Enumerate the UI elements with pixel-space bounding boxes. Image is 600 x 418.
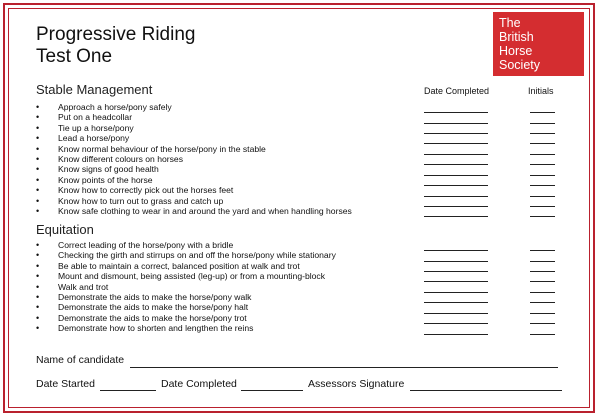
date-completed-line[interactable]: [424, 334, 488, 335]
initials-column-header: Initials: [528, 86, 554, 96]
list-item: • Know points of the horse: [36, 175, 352, 185]
assessor-signature-label: Assessors Signature: [308, 378, 405, 390]
date-completed-line[interactable]: [424, 133, 488, 134]
list-item: • Put on a headcollar: [36, 112, 352, 122]
list-item: • Demonstrate the aids to make the horse/pony walk: [36, 292, 336, 302]
list-item: • Know how to correctly pick out the horses feet: [36, 185, 352, 195]
date-completed-line[interactable]: [424, 250, 488, 251]
list-item: • Know normal behaviour of the horse/pony in the stable: [36, 144, 352, 154]
list-item: • Know safe clothing to wear in and around the yard and when handling horses: [36, 206, 352, 216]
date-completed-line[interactable]: [424, 313, 488, 314]
date-completed-line[interactable]: [424, 196, 488, 197]
date-completed-line[interactable]: [424, 143, 488, 144]
footer-date-completed-line[interactable]: [241, 390, 303, 391]
initials-line[interactable]: [530, 123, 555, 124]
list-item: • Know different colours on horses: [36, 154, 352, 164]
date-completed-line[interactable]: [424, 175, 488, 176]
date-started-label: Date Started: [36, 378, 95, 390]
list-item: • Demonstrate how to shorten and lengthen the reins: [36, 323, 336, 333]
logo-line-2: British: [499, 30, 534, 44]
initials-line[interactable]: [530, 271, 555, 272]
stable-management-heading: Stable Management: [36, 82, 153, 97]
list-item: • Correct leading of the horse/pony with a bridle: [36, 240, 336, 250]
initials-line[interactable]: [530, 196, 555, 197]
equitation-list: [36, 240, 336, 334]
date-completed-line[interactable]: [424, 281, 488, 282]
list-item: • Know signs of good health: [36, 164, 352, 174]
initials-line[interactable]: [530, 185, 555, 186]
date-completed-line[interactable]: [424, 292, 488, 293]
initials-line[interactable]: [530, 112, 555, 113]
page-title: [36, 24, 195, 68]
date-completed-line[interactable]: [424, 302, 488, 303]
equitation-heading: Equitation: [36, 222, 94, 237]
logo-line-4: Society: [499, 58, 540, 72]
date-completed-column-header: Date Completed: [424, 86, 490, 96]
list-item: • Demonstrate the aids to make the horse/pony trot: [36, 313, 336, 323]
initials-line[interactable]: [530, 216, 555, 217]
candidate-name-label: Name of candidate: [36, 354, 125, 366]
initials-line[interactable]: [530, 313, 555, 314]
initials-line[interactable]: [530, 334, 555, 335]
list-item: • Walk and trot: [36, 282, 336, 292]
initials-line[interactable]: [530, 261, 555, 262]
initials-line[interactable]: [530, 250, 555, 251]
title-line-1: Progressive Riding: [36, 24, 196, 45]
footer-date-completed-label: Date Completed: [161, 378, 237, 390]
date-completed-line[interactable]: [424, 123, 488, 124]
initials-line[interactable]: [530, 281, 555, 282]
initials-line[interactable]: [530, 302, 555, 303]
candidate-name-line[interactable]: [130, 367, 558, 368]
list-item: • Demonstrate the aids to make the horse/pony halt: [36, 302, 336, 312]
logo-line-1: The: [499, 16, 521, 30]
date-completed-line[interactable]: [424, 216, 488, 217]
list-item: • Checking the girth and stirrups on and off the horse/pony while stationary: [36, 250, 336, 260]
initials-line[interactable]: [530, 323, 555, 324]
initials-line[interactable]: [530, 154, 555, 155]
list-item: • Know how to turn out to grass and catch up: [36, 196, 352, 206]
date-completed-line[interactable]: [424, 112, 488, 113]
date-completed-line[interactable]: [424, 323, 488, 324]
initials-line[interactable]: [530, 143, 555, 144]
date-completed-line[interactable]: [424, 261, 488, 262]
date-started-line[interactable]: [100, 390, 156, 391]
date-completed-line[interactable]: [424, 154, 488, 155]
list-item: • Mount and dismount, being assisted (leg-up) or from a mounting-block: [36, 271, 336, 281]
list-item: • Be able to maintain a correct, balanced position at walk and trot: [36, 261, 336, 271]
list-item: • Lead a horse/pony: [36, 133, 352, 143]
list-item: • Approach a horse/pony safely: [36, 102, 352, 112]
logo-line-3: Horse: [499, 44, 533, 58]
title-line-2: Test One: [36, 46, 113, 67]
stable-management-list: [36, 102, 352, 216]
initials-line[interactable]: [530, 206, 555, 207]
date-completed-line[interactable]: [424, 164, 488, 165]
bhs-logo: [493, 12, 584, 76]
initials-line[interactable]: [530, 164, 555, 165]
date-completed-line[interactable]: [424, 206, 488, 207]
date-completed-line[interactable]: [424, 271, 488, 272]
initials-line[interactable]: [530, 292, 555, 293]
date-completed-line[interactable]: [424, 185, 488, 186]
initials-line[interactable]: [530, 133, 555, 134]
list-item: • Tie up a horse/pony: [36, 123, 352, 133]
initials-line[interactable]: [530, 175, 555, 176]
assessor-signature-line[interactable]: [410, 390, 562, 391]
